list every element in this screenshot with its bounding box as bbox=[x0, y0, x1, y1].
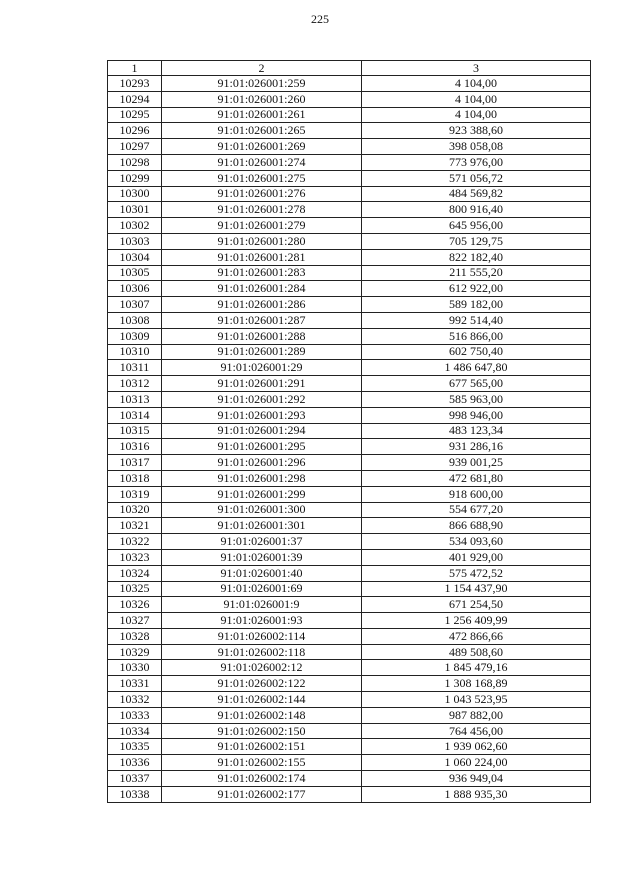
cadastral-number-cell: 91:01:026001:93 bbox=[162, 613, 362, 629]
value-cell: 4 104,00 bbox=[362, 107, 591, 123]
cadastral-number-cell: 91:01:026002:114 bbox=[162, 628, 362, 644]
value-cell: 939 001,25 bbox=[362, 455, 591, 471]
row-number-cell: 10299 bbox=[108, 170, 162, 186]
cadastral-number-cell: 91:01:026001:281 bbox=[162, 249, 362, 265]
value-cell: 1 888 935,30 bbox=[362, 786, 591, 802]
cadastral-number-cell: 91:01:026002:177 bbox=[162, 786, 362, 802]
table-row bbox=[108, 707, 591, 723]
table-row bbox=[108, 597, 591, 613]
cadastral-number-cell: 91:01:026001:301 bbox=[162, 518, 362, 534]
table-row bbox=[108, 723, 591, 739]
cadastral-number-cell: 91:01:026002:144 bbox=[162, 692, 362, 708]
cadastral-number-cell: 91:01:026001:269 bbox=[162, 139, 362, 155]
cadastral-number-cell: 91:01:026001:37 bbox=[162, 534, 362, 550]
cadastral-number-cell: 91:01:026001:293 bbox=[162, 407, 362, 423]
value-cell: 571 056,72 bbox=[362, 170, 591, 186]
value-cell: 4 104,00 bbox=[362, 76, 591, 92]
cadastral-number-cell: 91:01:026002:12 bbox=[162, 660, 362, 676]
row-number-cell: 10334 bbox=[108, 723, 162, 739]
table-row bbox=[108, 186, 591, 202]
value-cell: 822 182,40 bbox=[362, 249, 591, 265]
value-cell: 516 866,00 bbox=[362, 328, 591, 344]
row-number-cell: 10329 bbox=[108, 644, 162, 660]
value-cell: 484 569,82 bbox=[362, 186, 591, 202]
value-cell: 401 929,00 bbox=[362, 549, 591, 565]
cadastral-number-cell: 91:01:026001:288 bbox=[162, 328, 362, 344]
value-cell: 211 555,20 bbox=[362, 265, 591, 281]
row-number-cell: 10319 bbox=[108, 486, 162, 502]
value-cell: 1 308 168,89 bbox=[362, 676, 591, 692]
cadastral-number-cell: 91:01:026001:299 bbox=[162, 486, 362, 502]
row-number-cell: 10313 bbox=[108, 391, 162, 407]
table-row bbox=[108, 154, 591, 170]
table-row bbox=[108, 107, 591, 123]
table-row bbox=[108, 376, 591, 392]
cadastral-number-cell: 91:01:026002:148 bbox=[162, 707, 362, 723]
row-number-cell: 10308 bbox=[108, 312, 162, 328]
table-row bbox=[108, 771, 591, 787]
row-number-cell: 10320 bbox=[108, 502, 162, 518]
cadastral-number-cell: 91:01:026001:295 bbox=[162, 439, 362, 455]
value-cell: 483 123,34 bbox=[362, 423, 591, 439]
value-cell: 612 922,00 bbox=[362, 281, 591, 297]
row-number-cell: 10312 bbox=[108, 376, 162, 392]
cadastral-number-cell: 91:01:026001:29 bbox=[162, 360, 362, 376]
value-cell: 1 256 409,99 bbox=[362, 613, 591, 629]
row-number-cell: 10318 bbox=[108, 470, 162, 486]
cadastral-number-cell: 91:01:026002:118 bbox=[162, 644, 362, 660]
table-row bbox=[108, 344, 591, 360]
cadastral-number-cell: 91:01:026001:259 bbox=[162, 76, 362, 92]
row-number-cell: 10297 bbox=[108, 139, 162, 155]
cadastral-number-cell: 91:01:026002:174 bbox=[162, 771, 362, 787]
value-cell: 677 565,00 bbox=[362, 376, 591, 392]
value-cell: 1 043 523,95 bbox=[362, 692, 591, 708]
cadastral-number-cell: 91:01:026001:265 bbox=[162, 123, 362, 139]
cadastral-number-cell: 91:01:026001:280 bbox=[162, 233, 362, 249]
cadastral-number-cell: 91:01:026001:275 bbox=[162, 170, 362, 186]
cadastral-number-cell: 91:01:026002:155 bbox=[162, 755, 362, 771]
cadastral-number-cell: 91:01:026001:261 bbox=[162, 107, 362, 123]
cadastral-number-cell: 91:01:026001:286 bbox=[162, 297, 362, 313]
cadastral-number-cell: 91:01:026001:298 bbox=[162, 470, 362, 486]
cadastral-number-cell: 91:01:026001:278 bbox=[162, 202, 362, 218]
row-number-cell: 10322 bbox=[108, 534, 162, 550]
row-number-cell: 10293 bbox=[108, 76, 162, 92]
table-row bbox=[108, 518, 591, 534]
table-row bbox=[108, 534, 591, 550]
row-number-cell: 10324 bbox=[108, 565, 162, 581]
table-row bbox=[108, 407, 591, 423]
row-number-cell: 10315 bbox=[108, 423, 162, 439]
row-number-cell: 10338 bbox=[108, 786, 162, 802]
table-row bbox=[108, 297, 591, 313]
table-row bbox=[108, 170, 591, 186]
value-cell: 936 949,04 bbox=[362, 771, 591, 787]
cadastral-number-cell: 91:01:026001:300 bbox=[162, 502, 362, 518]
row-number-cell: 10314 bbox=[108, 407, 162, 423]
cadastral-number-cell: 91:01:026001:276 bbox=[162, 186, 362, 202]
table-row bbox=[108, 549, 591, 565]
row-number-cell: 10309 bbox=[108, 328, 162, 344]
page-number: 225 bbox=[311, 12, 329, 26]
row-number-cell: 10316 bbox=[108, 439, 162, 455]
row-number-cell: 10304 bbox=[108, 249, 162, 265]
table-row bbox=[108, 360, 591, 376]
table-row bbox=[108, 76, 591, 92]
header-cell-col-2: 2 bbox=[162, 61, 362, 76]
row-number-cell: 10306 bbox=[108, 281, 162, 297]
cadastral-number-cell: 91:01:026001:284 bbox=[162, 281, 362, 297]
value-cell: 764 456,00 bbox=[362, 723, 591, 739]
row-number-cell: 10311 bbox=[108, 360, 162, 376]
table-row bbox=[108, 660, 591, 676]
table-row bbox=[108, 613, 591, 629]
table-row bbox=[108, 123, 591, 139]
table-row bbox=[108, 455, 591, 471]
table-row bbox=[108, 328, 591, 344]
row-number-cell: 10303 bbox=[108, 233, 162, 249]
cadastral-number-cell: 91:01:026001:289 bbox=[162, 344, 362, 360]
value-cell: 645 956,00 bbox=[362, 218, 591, 234]
row-number-cell: 10298 bbox=[108, 154, 162, 170]
row-number-cell: 10328 bbox=[108, 628, 162, 644]
table-row bbox=[108, 249, 591, 265]
row-number-cell: 10301 bbox=[108, 202, 162, 218]
table-row bbox=[108, 202, 591, 218]
table-row bbox=[108, 755, 591, 771]
row-number-cell: 10337 bbox=[108, 771, 162, 787]
cadastral-number-cell: 91:01:026001:296 bbox=[162, 455, 362, 471]
row-number-cell: 10300 bbox=[108, 186, 162, 202]
value-cell: 472 681,80 bbox=[362, 470, 591, 486]
value-cell: 931 286,16 bbox=[362, 439, 591, 455]
table-row bbox=[108, 423, 591, 439]
row-number-cell: 10302 bbox=[108, 218, 162, 234]
row-number-cell: 10323 bbox=[108, 549, 162, 565]
row-number-cell: 10327 bbox=[108, 613, 162, 629]
cadastral-number-cell: 91:01:026001:291 bbox=[162, 376, 362, 392]
value-cell: 1 486 647,80 bbox=[362, 360, 591, 376]
cadastral-number-cell: 91:01:026002:122 bbox=[162, 676, 362, 692]
table-row bbox=[108, 312, 591, 328]
table-row bbox=[108, 139, 591, 155]
value-cell: 923 388,60 bbox=[362, 123, 591, 139]
value-cell: 575 472,52 bbox=[362, 565, 591, 581]
value-cell: 554 677,20 bbox=[362, 502, 591, 518]
cadastral-number-cell: 91:01:026001:292 bbox=[162, 391, 362, 407]
header-row bbox=[108, 61, 591, 76]
value-cell: 472 866,66 bbox=[362, 628, 591, 644]
row-number-cell: 10335 bbox=[108, 739, 162, 755]
row-number-cell: 10295 bbox=[108, 107, 162, 123]
value-cell: 705 129,75 bbox=[362, 233, 591, 249]
table-row bbox=[108, 692, 591, 708]
table-row bbox=[108, 786, 591, 802]
cadastral-number-cell: 91:01:026002:150 bbox=[162, 723, 362, 739]
row-number-cell: 10325 bbox=[108, 581, 162, 597]
table-row bbox=[108, 218, 591, 234]
cadastral-number-cell: 91:01:026001:69 bbox=[162, 581, 362, 597]
cadastral-number-cell: 91:01:026001:260 bbox=[162, 91, 362, 107]
row-number-cell: 10307 bbox=[108, 297, 162, 313]
value-cell: 398 058,08 bbox=[362, 139, 591, 155]
header-cell-col-3: 3 bbox=[362, 61, 591, 76]
value-cell: 918 600,00 bbox=[362, 486, 591, 502]
value-cell: 992 514,40 bbox=[362, 312, 591, 328]
value-cell: 1 060 224,00 bbox=[362, 755, 591, 771]
value-cell: 1 154 437,90 bbox=[362, 581, 591, 597]
value-cell: 773 976,00 bbox=[362, 154, 591, 170]
registry-table bbox=[107, 60, 591, 803]
row-number-cell: 10296 bbox=[108, 123, 162, 139]
cadastral-number-cell: 91:01:026001:9 bbox=[162, 597, 362, 613]
table-row bbox=[108, 486, 591, 502]
row-number-cell: 10332 bbox=[108, 692, 162, 708]
value-cell: 534 093,60 bbox=[362, 534, 591, 550]
table-row bbox=[108, 233, 591, 249]
row-number-cell: 10326 bbox=[108, 597, 162, 613]
table-row bbox=[108, 470, 591, 486]
value-cell: 1 845 479,16 bbox=[362, 660, 591, 676]
table-row bbox=[108, 739, 591, 755]
row-number-cell: 10330 bbox=[108, 660, 162, 676]
value-cell: 987 882,00 bbox=[362, 707, 591, 723]
value-cell: 589 182,00 bbox=[362, 297, 591, 313]
table-row bbox=[108, 281, 591, 297]
value-cell: 4 104,00 bbox=[362, 91, 591, 107]
value-cell: 602 750,40 bbox=[362, 344, 591, 360]
cadastral-number-cell: 91:01:026001:287 bbox=[162, 312, 362, 328]
table-row bbox=[108, 439, 591, 455]
table-row bbox=[108, 391, 591, 407]
table-row bbox=[108, 581, 591, 597]
table-row bbox=[108, 265, 591, 281]
cadastral-number-cell: 91:01:026001:283 bbox=[162, 265, 362, 281]
value-cell: 671 254,50 bbox=[362, 597, 591, 613]
row-number-cell: 10305 bbox=[108, 265, 162, 281]
value-cell: 1 939 062,60 bbox=[362, 739, 591, 755]
cadastral-number-cell: 91:01:026001:294 bbox=[162, 423, 362, 439]
value-cell: 489 508,60 bbox=[362, 644, 591, 660]
table-row bbox=[108, 676, 591, 692]
row-number-cell: 10336 bbox=[108, 755, 162, 771]
header-cell-col-1: 1 bbox=[108, 61, 162, 76]
row-number-cell: 10317 bbox=[108, 455, 162, 471]
value-cell: 585 963,00 bbox=[362, 391, 591, 407]
table-row bbox=[108, 644, 591, 660]
value-cell: 800 916,40 bbox=[362, 202, 591, 218]
table-row bbox=[108, 502, 591, 518]
cadastral-number-cell: 91:01:026002:151 bbox=[162, 739, 362, 755]
cadastral-number-cell: 91:01:026001:40 bbox=[162, 565, 362, 581]
table-row bbox=[108, 91, 591, 107]
row-number-cell: 10331 bbox=[108, 676, 162, 692]
value-cell: 998 946,00 bbox=[362, 407, 591, 423]
cadastral-number-cell: 91:01:026001:274 bbox=[162, 154, 362, 170]
cadastral-number-cell: 91:01:026001:39 bbox=[162, 549, 362, 565]
table-row bbox=[108, 565, 591, 581]
row-number-cell: 10310 bbox=[108, 344, 162, 360]
table-header bbox=[108, 61, 591, 76]
table-row bbox=[108, 628, 591, 644]
table-body bbox=[108, 76, 591, 803]
row-number-cell: 10333 bbox=[108, 707, 162, 723]
row-number-cell: 10321 bbox=[108, 518, 162, 534]
cadastral-number-cell: 91:01:026001:279 bbox=[162, 218, 362, 234]
value-cell: 866 688,90 bbox=[362, 518, 591, 534]
row-number-cell: 10294 bbox=[108, 91, 162, 107]
